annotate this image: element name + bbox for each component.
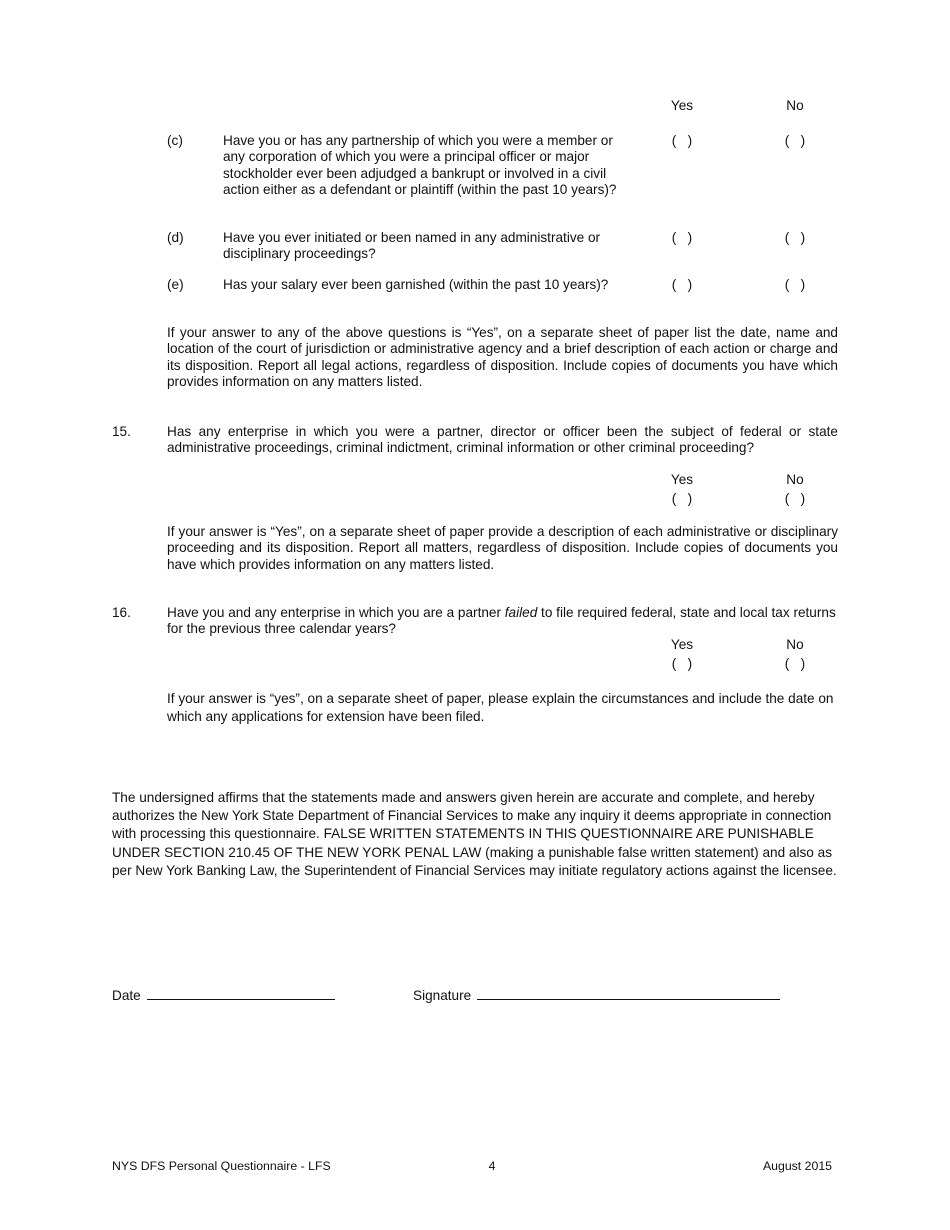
question-16-yes-checkbox[interactable]: ( ) xyxy=(671,656,693,671)
question-16-text-after: to file required federal, state and local tax returns for the previous three calendar years? xyxy=(167,605,836,637)
affirmation-statement: The undersigned affirms that the statements made and answers given herein are accurate and complete, and hereby authorizes the New York State Department of Financial Services to make any inquiry it deems appropriate in connection with processing this questionnaire. FALSE WRITTEN STATEMENTS IN THIS QUESTIONNAIRE ARE PUNISHABLE UNDER SECTION 210.45 OF THE NEW YORK PENAL LAW (making a punishable false written statement) and also as per New York Banking Law, the Superintendent of Financial Services may initiate regulatory actions against the licensee. xyxy=(112,790,837,878)
question-e-yes-checkbox[interactable]: ( ) xyxy=(671,277,693,292)
question-d-no-checkbox[interactable]: ( ) xyxy=(784,230,806,245)
question-14-note: If your answer to any of the above questions is “Yes”, on a separate sheet of paper list the date, name and location of the court of jurisdiction or administrative agency and a brief description of each action or charge and its disposition. Report all legal actions, regardless of disposition. Include copies of documents you have which provides information on any matters listed. xyxy=(167,325,838,389)
question-e-no-checkbox[interactable]: ( ) xyxy=(784,277,806,292)
question-16-number: 16. xyxy=(112,605,131,620)
question-16-text-emphasis: failed xyxy=(504,605,538,620)
signature-field xyxy=(413,985,780,1003)
question-16-yes-header: Yes xyxy=(670,637,694,652)
question-15-text: Has any enterprise in which you were a partner, director or officer been the subject of federal or state administrative proceedings, criminal indictment, criminal information or other criminal proceeding? xyxy=(167,424,838,456)
question-16-note: If your answer is “yes”, on a separate sheet of paper, please explain the circumstances and include the date on which any applications for extension have been filed. xyxy=(167,691,834,724)
question-c-label: (c) xyxy=(167,133,183,148)
date-label: Date xyxy=(112,988,141,1003)
no-column-header: No xyxy=(786,98,804,113)
question-e-text: Has your salary ever been garnished (within the past 10 years)? xyxy=(223,277,609,292)
question-15-no-checkbox[interactable]: ( ) xyxy=(784,491,806,506)
question-16-text-before: Have you and any enterprise in which you are a partner xyxy=(167,605,505,620)
yes-column-header: Yes xyxy=(670,98,694,113)
question-15-number: 15. xyxy=(112,424,131,439)
signature-label: Signature xyxy=(413,988,472,1003)
question-15-yes-checkbox[interactable]: ( ) xyxy=(671,491,693,506)
question-e-label: (e) xyxy=(167,277,184,292)
question-16-no-checkbox[interactable]: ( ) xyxy=(784,656,806,671)
question-16-text xyxy=(167,605,838,638)
date-field xyxy=(112,985,335,1003)
question-15-no-header: No xyxy=(786,472,804,487)
footer-page-number: 4 xyxy=(488,1159,496,1173)
footer-date: August 2015 xyxy=(762,1159,832,1173)
question-15-yes-header: Yes xyxy=(670,472,694,487)
question-15-note: If your answer is “Yes”, on a separate sheet of paper provide a description of each administrative or disciplinary proceeding and its disposition. Report all matters, regardless of disposition. Include copies of documents you have which provides information on any matters listed. xyxy=(167,524,838,572)
signature-line[interactable] xyxy=(477,985,780,1000)
question-c-no-checkbox[interactable]: ( ) xyxy=(784,133,806,148)
question-d-label: (d) xyxy=(167,230,184,245)
date-line[interactable] xyxy=(147,985,335,1000)
footer-document-title: NYS DFS Personal Questionnaire - LFS xyxy=(112,1159,331,1173)
question-16-no-header: No xyxy=(786,637,804,652)
question-c-text: Have you or has any partnership of which you were a member or any corporation of which you were a principal officer or major stockholder ever been adjudged a bankrupt or involved in a civil action either as a defendant or plaintiff (within the past 10 years)? xyxy=(223,133,617,197)
question-d-yes-checkbox[interactable]: ( ) xyxy=(671,230,693,245)
question-c-yes-checkbox[interactable]: ( ) xyxy=(671,133,693,148)
question-d-text: Have you ever initiated or been named in any administrative or disciplinary proceedings? xyxy=(223,230,601,262)
